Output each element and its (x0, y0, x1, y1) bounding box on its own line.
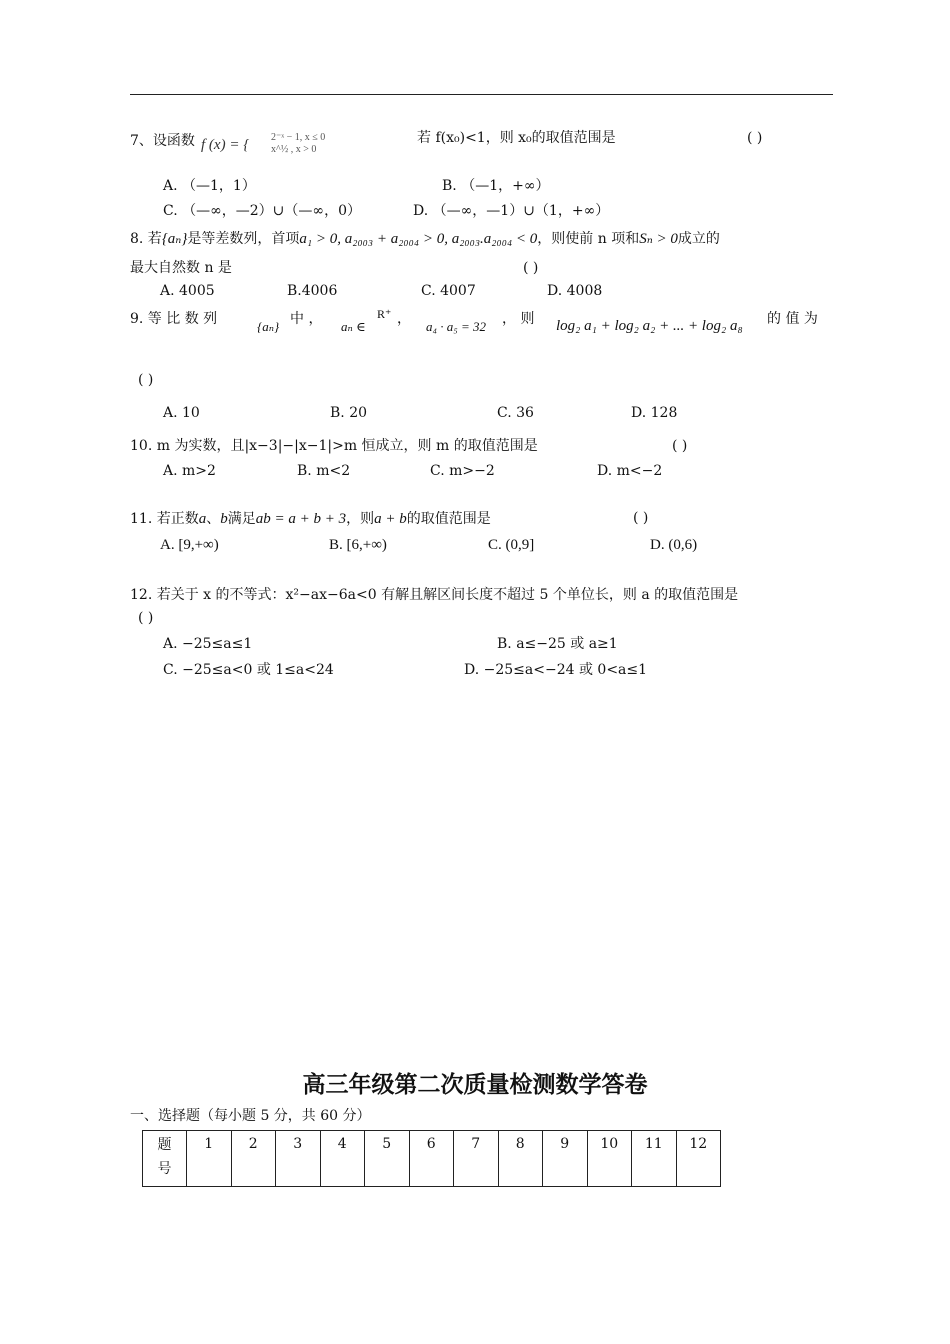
q12-option-d: D. −25≤a<−24 或 0<a≤1 (464, 662, 648, 678)
q9-option-a: A. 10 (163, 405, 200, 421)
q10-answer-paren: ( ) (672, 438, 688, 454)
q12-option-a: A. −25≤a≤1 (163, 636, 253, 652)
q7-option-d: D. （—∞，—1）∪（1，+∞） (413, 203, 610, 219)
q8-text-d: 成立的 (677, 231, 720, 247)
answer-cell-10[interactable]: 10 (587, 1131, 632, 1187)
answer-cell-9[interactable]: 9 (543, 1131, 588, 1187)
svg-text:2⁻ˣ − 1, x ≤ 0: 2⁻ˣ − 1, x ≤ 0 (271, 132, 326, 143)
q9-rplus: R⁺ (377, 307, 392, 321)
q9-part2: 中 ， (290, 311, 323, 327)
q9-product: a₄ · a₅ = 32 (426, 319, 487, 334)
q7-function-graphic (199, 130, 399, 156)
q7-option-b: B. （—1，+∞） (442, 178, 550, 194)
answer-cell-11[interactable]: 11 (632, 1131, 677, 1187)
q12-option-c: C. −25≤a<0 或 1≤a<24 (163, 662, 334, 678)
q9-sequence: {aₙ} (257, 319, 280, 334)
q11-equation: ab = a + b + 3 (255, 511, 347, 527)
q10-stem: 10. m 为实数，且|x−3|−|x−1|>m 恒成立，则 m 的取值范围是 (130, 438, 538, 454)
q7-function-image (199, 130, 399, 155)
q8-lead: 8. 若 (130, 231, 162, 247)
q10-option-d: D. m<−2 (597, 463, 663, 479)
q9-comma: ， (397, 311, 411, 327)
q10-option-a: A. m>2 (163, 463, 216, 479)
q12-option-b: B. a≤−25 或 a≥1 (497, 636, 618, 652)
q7-answer-paren: ( ) (747, 130, 763, 146)
answer-cell-3[interactable]: 3 (276, 1131, 321, 1187)
answer-table-header (143, 1131, 187, 1187)
q10-option-b: B. m<2 (297, 463, 351, 479)
q8-option-c: C. 4007 (421, 283, 476, 299)
q8-answer-paren: ( ) (523, 260, 539, 276)
question-8-line1 (130, 230, 720, 248)
q8-sn: Sₙ > 0 (639, 231, 678, 247)
q9-part4: 的 值 为 (767, 311, 818, 327)
header-char-bottom: 号 (157, 1161, 172, 1177)
svg-text:f (x) = {: f (x) = { (201, 137, 250, 153)
header-rule (130, 94, 833, 95)
answer-cell-1[interactable]: 1 (187, 1131, 232, 1187)
q8-sequence: {aₙ} (161, 231, 188, 247)
q11-option-c: C. (0,9] (488, 537, 535, 553)
q9-option-c: C. 36 (497, 405, 534, 421)
question-11 (130, 510, 491, 528)
q7-stem: 7、设函数 (130, 133, 195, 149)
q11-var-b: b (220, 511, 228, 527)
answer-table-row (143, 1131, 721, 1187)
q9-answer-paren: ( ) (138, 372, 154, 388)
answer-cell-8[interactable]: 8 (498, 1131, 543, 1187)
q8-condition: a₁ > 0, a₂₀₀₃ + a₂₀₀₄ > 0, a₂₀₀₃.a₂₀₀₄ < 0 (299, 231, 538, 247)
q11-option-d: D. (0,6) (650, 537, 698, 553)
q8-option-b: B.4006 (287, 283, 338, 299)
q9-option-d: D. 128 (631, 405, 678, 421)
q11-lead: 11. 若正数 (130, 511, 199, 527)
answer-cell-4[interactable]: 4 (320, 1131, 365, 1187)
q10-option-c: C. m>−2 (430, 463, 495, 479)
q8-option-d: D. 4008 (547, 283, 603, 299)
q7-condition: 若 f(x₀)<1，则 x₀的取值范围是 (417, 130, 616, 146)
svg-text:x^½ , x > 0: x^½ , x > 0 (271, 144, 317, 155)
q11-var-a: a (198, 511, 207, 527)
q11-sum: a + b (374, 511, 407, 527)
answer-cell-12[interactable]: 12 (676, 1131, 721, 1187)
q9-option-b: B. 20 (330, 405, 368, 421)
answer-sheet-section: 一、选择题（每小题 5 分，共 60 分） (130, 1108, 371, 1124)
q11-option-a: A. [9,+∞) (160, 537, 219, 553)
q11-text-satisfy: 满足 (227, 511, 256, 527)
answer-table (142, 1130, 721, 1187)
q11-answer-paren: ( ) (633, 510, 649, 526)
answer-cell-5[interactable]: 5 (365, 1131, 410, 1187)
q11-sep: 、 (206, 511, 221, 527)
q12-stem: 12. 若关于 x 的不等式：x²−ax−6a<0 有解且解区间长度不超过 5 个单位长，则 a 的取值范围是 (130, 587, 739, 603)
q8-text-c: ，则使前 n 项和 (537, 231, 640, 247)
q11-option-b: B. [6,+∞) (329, 537, 387, 553)
q7-option-a: A. （—1，1） (163, 178, 256, 194)
q7-option-c: C. （—∞，—2）∪（—∞，0） (163, 203, 361, 219)
answer-sheet-title: 高三年级第二次质量检测数学答卷 (302, 1072, 648, 1098)
q9-in-set: aₙ ∈ (341, 319, 366, 334)
header-char-top: 题 (157, 1137, 172, 1153)
answer-cell-2[interactable]: 2 (231, 1131, 276, 1187)
q12-answer-paren: ( ) (138, 610, 154, 626)
q9-part3: ， 则 (502, 311, 535, 327)
q9-part1: 9. 等 比 数 列 (130, 311, 218, 327)
q9-log-sum: log₂ a₁ + log₂ a₂ + ... + log₂ a₈ (556, 318, 743, 334)
q8-line2: 最大自然数 n 是 (130, 260, 232, 276)
q8-option-a: A. 4005 (160, 283, 215, 299)
q8-text-b: 是等差数列，首项 (187, 231, 300, 247)
answer-cell-6[interactable]: 6 (409, 1131, 454, 1187)
q11-text-then: ，则 (346, 511, 375, 527)
q11-text-range: 的取值范围是 (406, 511, 491, 527)
answer-cell-7[interactable]: 7 (454, 1131, 499, 1187)
question-7 (130, 130, 399, 155)
